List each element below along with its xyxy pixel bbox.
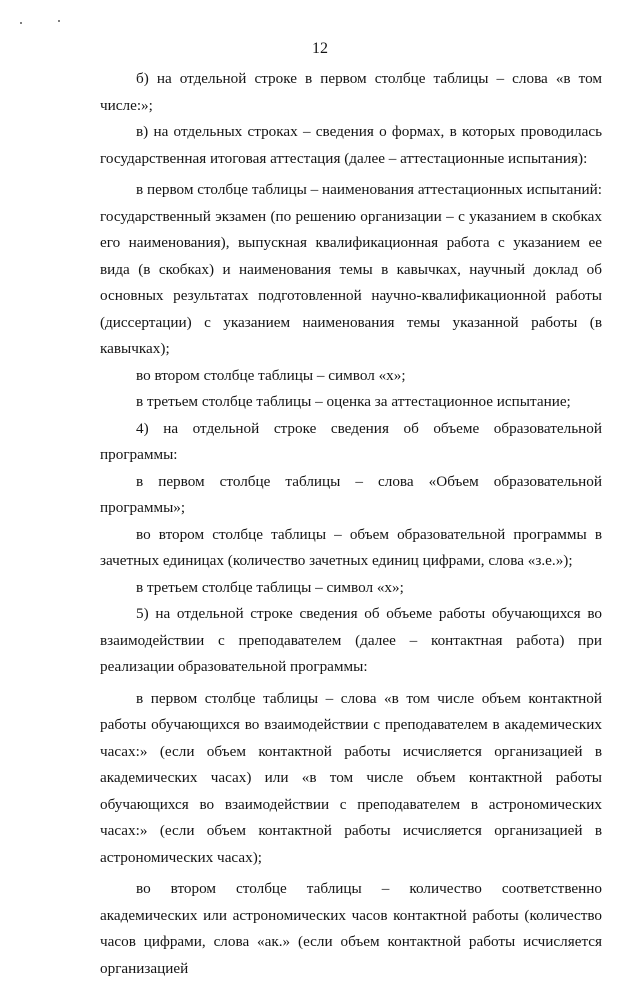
paragraph: в третьем столбце таблицы – символ «х»; — [136, 578, 404, 596]
paragraph: 5) на отдельной строке сведения об объеме работы обучающихся во взаимодействии с преподавателем (далее – контактная работа) при реализации образовательной программы: — [100, 605, 602, 675]
paragraph: во втором столбце таблицы – количество соответственно академических или астрономических часов контактной работы (количество часов цифрами, слова «ак.» (если объем контактной работы исчисляется организацией — [100, 880, 602, 977]
paragraph: во втором столбце таблицы – объем образовательной программы в зачетных единицах (количество зачетных единиц цифрами, слова «з.е.»); — [100, 525, 602, 569]
page-number: 12 — [312, 40, 328, 57]
paragraph: б) на отдельной строке в первом столбце таблицы – слова «в том числе:»; — [100, 70, 602, 114]
document-body — [100, 66, 602, 982]
paragraph: в первом столбце таблицы – слова «в том числе объем контактной работы обучающихся во взаимодействии с преподавателем в академических часах:» (если объем контактной работы исчисляется организацией в академических часах) или «в том числе объем контактной работы обучающихся во взаимодействии с преподавателем в астрономических часах:» (если объем контактной работы исчисляется организацией в астрономических часах); — [100, 689, 602, 866]
paragraph: в первом столбце таблицы – наименования аттестационных испытаний: государственный экзамен (по решению организации – с указанием в скобках его наименования), выпускная квалификационная работа с указанием ее вида (в скобках) и наименования темы в кавычках, научный доклад об основных результатах подготовленной научно-квалификационной работы (диссертации) с указанием наименования темы указанной работы (в кавычках); — [100, 181, 602, 357]
paragraph: в) на отдельных строках – сведения о формах, в которых проводилась государственная итоговая аттестация (далее – аттестационные испытания): — [100, 123, 602, 167]
paragraph: в третьем столбце таблицы – оценка за аттестационное испытание; — [136, 393, 571, 410]
paragraph: 4) на отдельной строке сведения об объеме образовательной программы: — [100, 419, 602, 463]
paragraph: в первом столбце таблицы – слова «Объем образовательной программы»; — [100, 472, 602, 516]
paragraph: во втором столбце таблицы – символ «х»; — [136, 366, 406, 384]
